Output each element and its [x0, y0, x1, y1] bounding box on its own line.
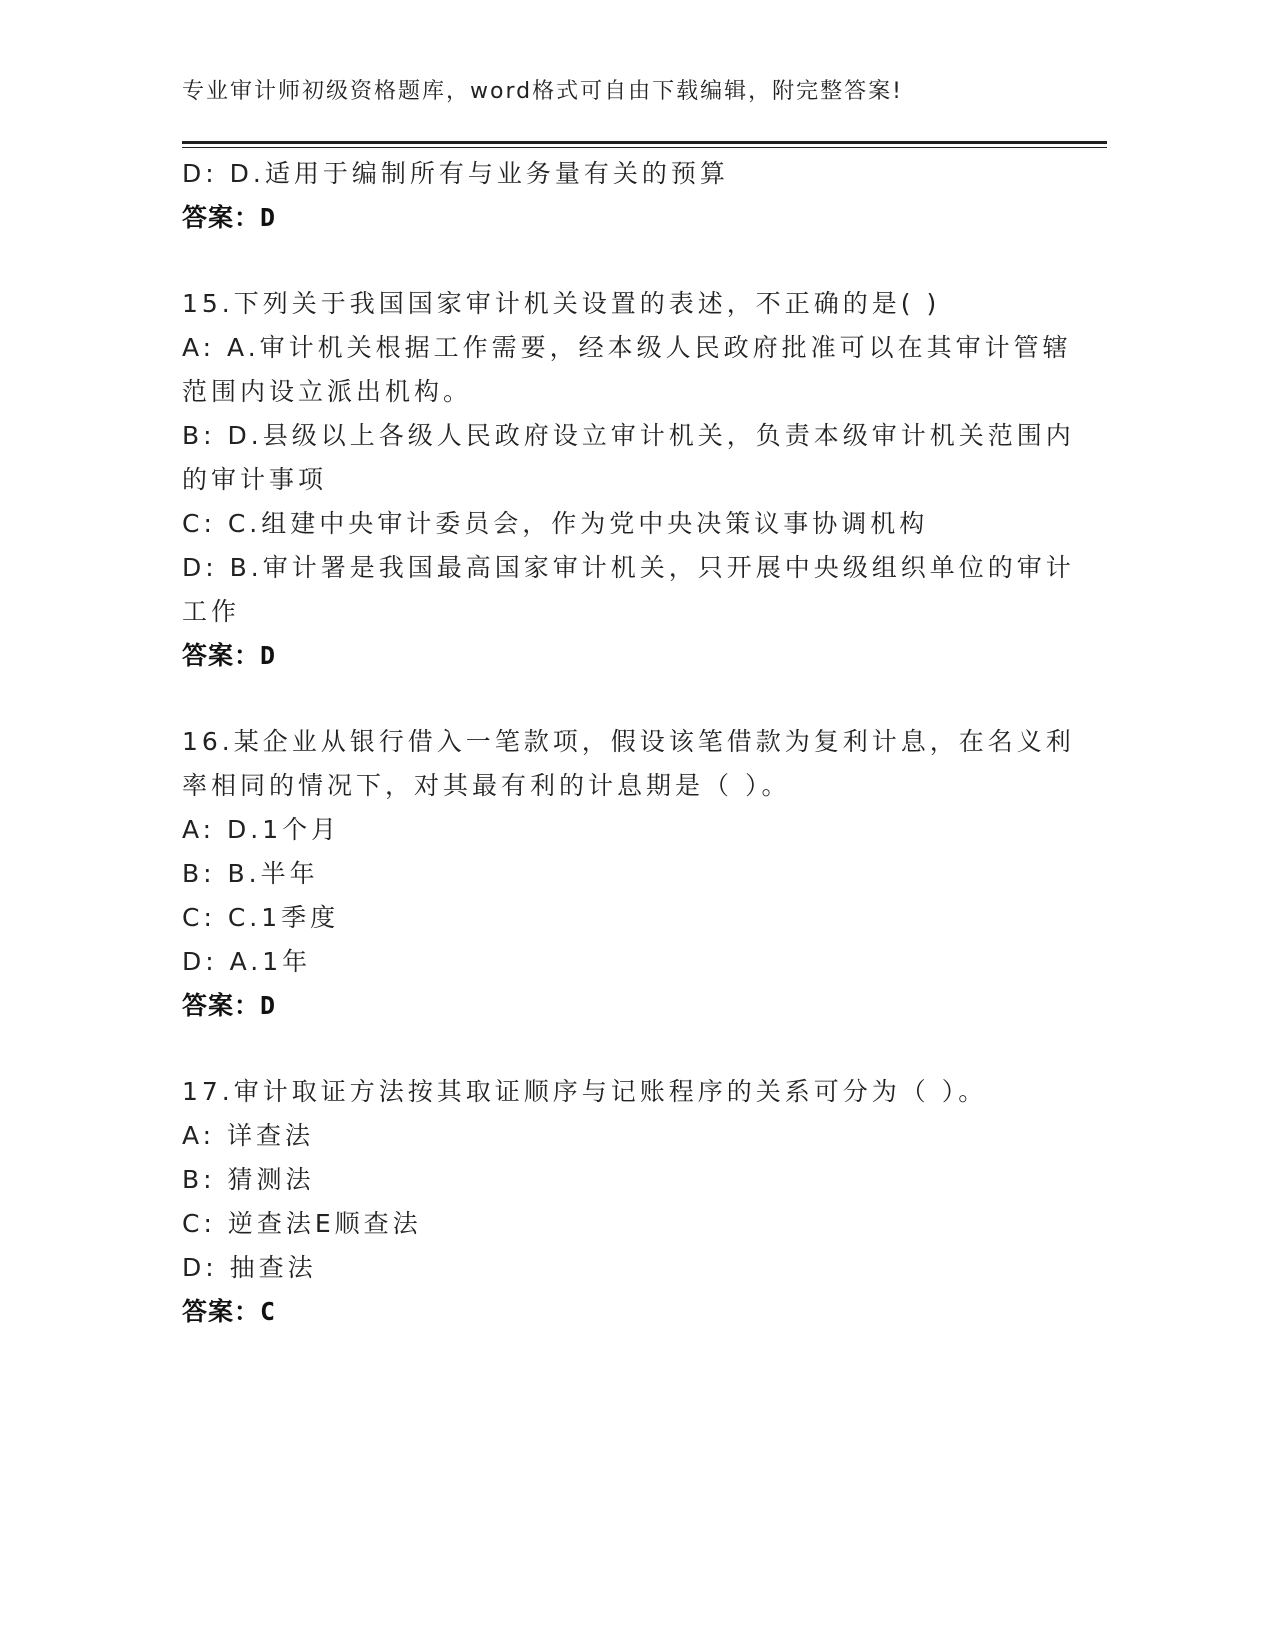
- option-d-continued: 工作: [182, 597, 241, 626]
- option-a-continued: 范围内设立派出机构。: [182, 377, 473, 406]
- option-b: B: D.县级以上各级人民政府设立审计机关，负责本级审计机关范围内: [182, 421, 1075, 450]
- option-b-continued: 的审计事项: [182, 465, 328, 494]
- question-block-15: [182, 282, 1075, 678]
- page-header: 专业审计师初级资格题库，word格式可自由下载编辑，附完整答案!: [182, 79, 903, 104]
- header-rule-thick: [182, 141, 1107, 144]
- option-c: C: 逆查法E顺查法: [182, 1209, 422, 1238]
- answer-label: 答案：: [182, 991, 261, 1020]
- answer-label: 答案：: [182, 641, 261, 670]
- option-a: A: A.审计机关根据工作需要，经本级人民政府批准可以在其审计管辖: [182, 333, 1072, 362]
- question-block-17: [182, 1070, 1042, 1334]
- answer-label: 答案：: [182, 1297, 261, 1326]
- option-d: D: D.适用于编制所有与业务量有关的预算: [182, 159, 729, 188]
- option-d: D: A.1年: [182, 947, 312, 976]
- option-d: D: 抽查法: [182, 1253, 317, 1282]
- option-d: D: B.审计署是我国最高国家审计机关，只开展中央级组织单位的审计: [182, 553, 1075, 582]
- question-block-14-tail: [182, 152, 1042, 240]
- answer-value: C: [260, 1297, 277, 1326]
- question-content: [182, 152, 1075, 1334]
- answer-value: D: [260, 641, 277, 670]
- option-b: B: 猜测法: [182, 1165, 315, 1194]
- answer-label: 答案：: [182, 203, 261, 232]
- answer-line: [182, 634, 1042, 678]
- answer-value: D: [260, 203, 277, 232]
- header-rule-thin: [182, 147, 1107, 148]
- question-block-16: [182, 720, 1075, 1028]
- option-a: A: 详查法: [182, 1121, 315, 1150]
- answer-line: [182, 984, 1042, 1028]
- option-c: C: C.1季度: [182, 903, 340, 932]
- option-b: B: B.半年: [182, 859, 319, 888]
- answer-line: [182, 1290, 1042, 1334]
- question-stem-continued: 率相同的情况下，对其最有利的计息期是（ ）。: [182, 771, 791, 800]
- question-stem: 17.审计取证方法按其取证顺序与记账程序的关系可分为（ ）。: [182, 1077, 988, 1106]
- question-stem: 16.某企业从银行借入一笔款项，假设该笔借款为复利计息，在名义利: [182, 727, 1075, 756]
- option-a: A: D.1个月: [182, 815, 341, 844]
- answer-value: D: [260, 991, 277, 1020]
- answer-line: [182, 196, 1042, 240]
- option-c: C: C.组建中央审计委员会，作为党中央决策议事协调机构: [182, 509, 929, 538]
- question-stem: 15.下列关于我国国家审计机关设置的表述，不正确的是( ): [182, 289, 941, 318]
